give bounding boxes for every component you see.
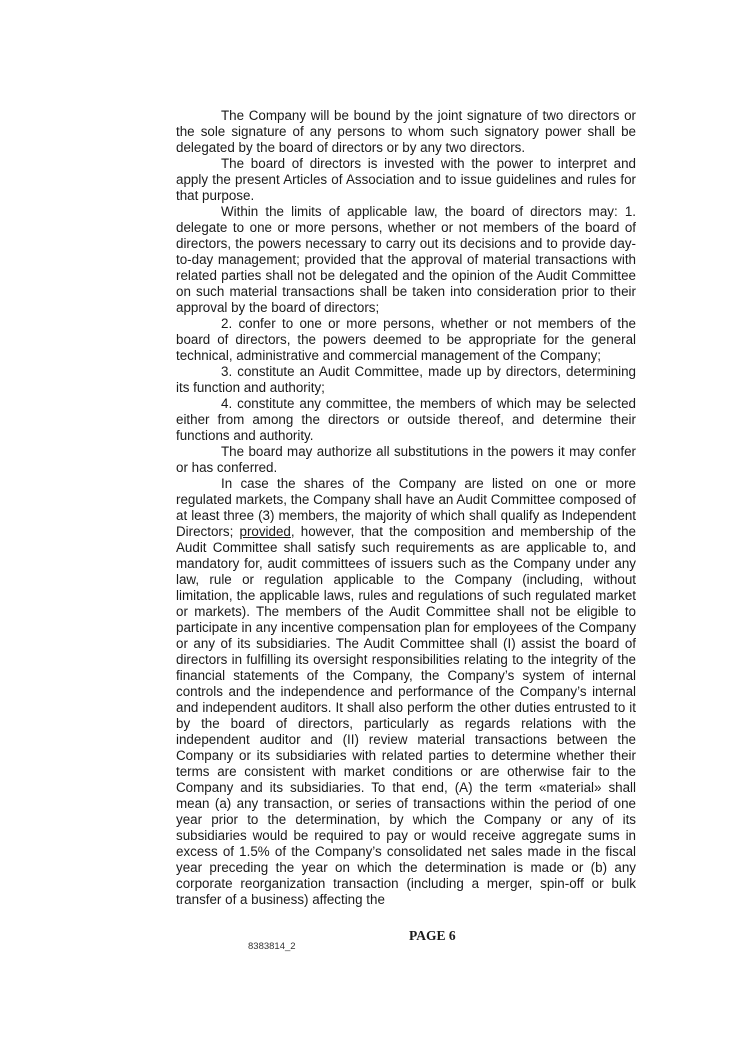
page-number: PAGE 6 xyxy=(409,928,456,943)
paragraph-delegation: Within the limits of applicable law, the board of directors may: 1. delegate to one or more persons, whether or not members of the board of directors, the powers necessary to carry out its decisions and to provide day-to-day management; provided that the approval of material transactions with related parties shall not be delegated and the opinion of the Audit Committee on such material transactions shall be taken into consideration prior to their approval by the board of directors; xyxy=(176,204,636,315)
paragraph-confer: 2. confer to one or more persons, whether or not members of the board of directors, the powers deemed to be appropriate for the general technical, administrative and commercial management of the Company; xyxy=(176,316,636,363)
paragraph-substitutions: The board may authorize all substitutions in the powers it may confer or has conferred. xyxy=(176,444,636,475)
provided-underlined: provided xyxy=(239,524,291,539)
audit-text-after: , however, that the composition and membership of the Audit Committee shall satisfy such requirements as are applicable to, and mandatory for, audit committees of issuers such as the Company under any law, rule or regulation applicable to the Company (including, without limitation, the applicable laws, rules and regulations of such regulated market or markets). The members of the Audit Committee shall not be eligible to participate in any incentive compensation plan for employees of the Company or any of its subsidiaries. The Audit Committee shall (I) assist the board of directors in fulfilling its oversight responsibilities relating to the integrity of the financial statements of the Company, the Company’s system of internal controls and the independence and performance of the Company’s internal and independent auditors. It shall also perform the other duties entrusted to it by the board of directors, particularly as regards relations with the independent auditor and (II) review material transactions between the Company or its subsidiaries with related parties to determine whether their terms are consistent with market conditions or are otherwise fair to the Company and its subsidiaries. To that end, (A) the term «material» shall mean (a) any transaction, or series of transactions within the period of one year prior to the determination, by which the Company or any of its subsidiaries would be required to pay or would receive aggregate sums in excess of 1.5% of the Company’s consolidated net sales made in the fiscal year preceding the year on which the determination is made or (b) any corporate reorganization transaction (including a merger, spin-off or bulk transfer of a business) affecting the xyxy=(176,524,637,907)
document-id: 8383814_2 xyxy=(248,941,296,952)
audit-text-before: In case the shares of the Company are listed on one or more regulated markets, the Company shall have an Audit Committee composed of at least three (3) members, the majority of which shall qualify as Independent Directors; xyxy=(176,476,636,539)
paragraph-other-committee: 4. constitute any committee, the members of which may be selected either from among the directors or outside thereof, and determine their functions and authority. xyxy=(176,396,636,443)
body-text xyxy=(176,108,636,908)
paragraph-audit-committee xyxy=(176,476,636,908)
paragraph-signature: The Company will be bound by the joint signature of two directors or the sole signature of any persons to whom such signatory power shall be delegated by the board of directors or by any two directors. xyxy=(176,108,636,155)
paragraph-interpretation: The board of directors is invested with the power to interpret and apply the present Articles of Association and to issue guidelines and rules for that purpose. xyxy=(176,156,636,203)
paragraph-audit-committee-constitution: 3. constitute an Audit Committee, made up by directors, determining its function and authority; xyxy=(176,364,636,395)
